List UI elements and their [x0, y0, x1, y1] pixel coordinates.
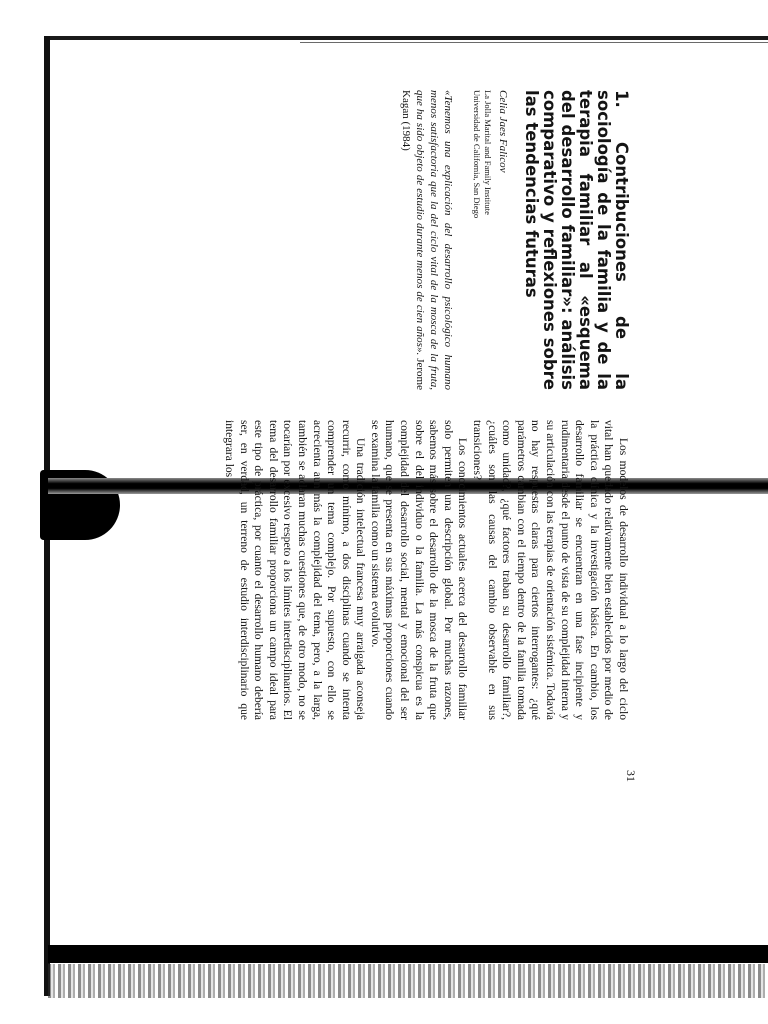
- scan-top-edge: [48, 36, 768, 40]
- chapter-title: 1. Contribuciones de la sociología de la familia y de la terapia familiar al «esquema del desarrollo familiar»: análisis comparativo y reflexiones sobre las tendencias futuras: [522, 90, 631, 390]
- body-paragraph-3: Una tradición intelectual francesa muy arraigada aconseja recurrir, como mínimo, a dos disciplinas cuando se intenta comprender un tema complejo. Por supuesto, con ello se acrecienta aun más la complejidad del tema, pero, a la larga, también se aclaran muchas cuestiones que, de otro modo, no se tocarían por excesivo respeto a los límites interdisciplinarios. El tema del desarrollo familiar proporciona un campo ideal para este tipo de práctica, por cuanto el desarrollo humano debería ser, en verdad, un terreno de estudio interdisciplinario que integrara los: [222, 420, 367, 720]
- right-column: [221, 420, 630, 720]
- epigraph-source: Jerome Kagan (1984): [400, 90, 427, 390]
- epigraph-quote: «Tenemos una explicación del desarrollo psicológico humano menos satisfactoria que la del ciclo vital de la mosca de la fruta, que ha sido objeto de estudio durante menos de cien años».: [414, 90, 455, 390]
- author-name: Celia Jaes Falicov: [497, 90, 509, 173]
- rotated-book-page: [70, 90, 638, 850]
- body-paragraph-1: Los modelos de desarrollo individual a lo largo del ciclo vital han quedado relativamente bien establecidos por medio de la práctica clínica y la investigación básica. En cambio, los desarrollo familiar se encuentran en una fase incipiente y rudimentaria desde el punto de vista de su complejidad interna y su articulación con las terapias de orientación sistémica. Todavía no hay respuestas claras para ciertos interrogantes: ¿qué parámetros cambian con el tiempo dentro de la familia tomada como unidad?, ¿qué factores traban su desarrollo familiar?, ¿cuáles son las causas del cambio observable en sus transiciones?: [471, 420, 629, 720]
- affiliation-2: Universidad de California, San Diego: [472, 90, 483, 219]
- scan-bottom-edge: [48, 945, 768, 963]
- scan-bottom-noise: [48, 964, 768, 998]
- page-number: 31: [624, 770, 638, 782]
- epigraph: [399, 90, 455, 390]
- body-paragraph-2: Los conocimientos actuales acerca del desarrollo familiar solo permiten una descripción global. Por muchas razones, sabemos más sobre el desarrollo de la mosca de la fruta que sobre el del individuo o la familia. La más conspicua es la complejidad del desarrollo social, mental y emocional del ser humano, que se presenta en sus máximas proporciones cuando se examina la familia como un sistema evolutivo.: [368, 420, 469, 720]
- affiliation-1: La Jolla Marital and Family Institute: [483, 90, 494, 215]
- scan-top-edge-faint: [300, 42, 768, 43]
- left-column: [399, 90, 630, 390]
